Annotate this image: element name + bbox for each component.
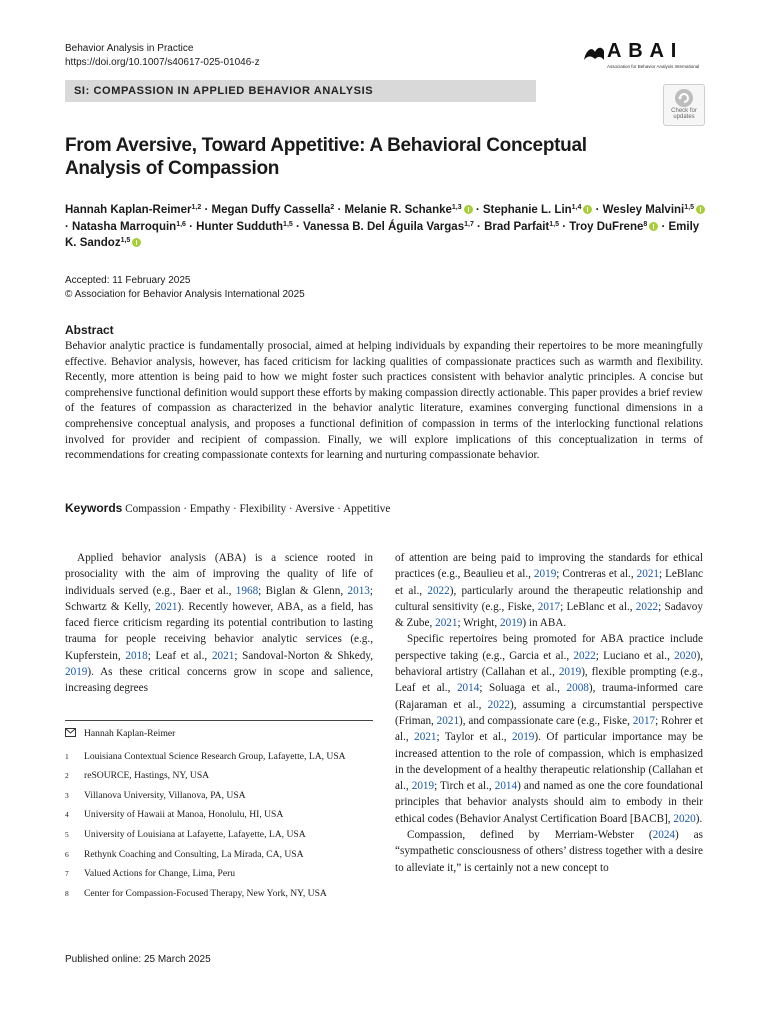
affiliation-row <box>65 751 373 764</box>
affiliation-number: 5 <box>65 829 69 839</box>
affiliation-text: reSOURCE, Hastings, NY, USA <box>84 770 210 782</box>
author-affiliation-marker: 1,3 <box>451 204 462 211</box>
body-text: Applied behavior analysis (ABA) is a science rooted in prosociality with the aim of improving the quality of life of individuals served (e.g., Baer et al., <box>65 552 373 597</box>
body-text: ; Luciano et al., <box>595 649 675 662</box>
body-text: ). Recently however, ABA, as a field, has faced fierce criticism regarding its potential contribution to lasting trauma for people receiving behavior analytic services (e.g., Kupferstein, <box>65 600 373 662</box>
body-text: ), flexible prompting (e.g., Leaf et al., <box>395 666 703 695</box>
envelope-icon <box>65 728 84 742</box>
citation-link[interactable]: 2017 <box>537 600 561 613</box>
citation-link[interactable]: 2013 <box>347 584 370 597</box>
abai-logo <box>583 40 703 74</box>
body-text: ; Taylor et al., <box>436 731 513 744</box>
author-affiliation-marker: 2 <box>330 204 335 211</box>
body-text: ), behavioral artistry (Callahan et al., <box>395 649 703 679</box>
affiliation-row <box>65 849 373 862</box>
check-updates-line2: updates <box>673 114 695 120</box>
citation-link[interactable]: 2019 <box>512 731 535 744</box>
affiliation-number: 4 <box>65 810 69 820</box>
citation-link[interactable]: 2019 <box>411 780 435 793</box>
author-name[interactable]: Melanie R. Schanke <box>344 204 452 216</box>
body-text: ; Contreras et al., <box>556 568 637 581</box>
author-separator: · <box>559 220 570 233</box>
author-name[interactable]: Natasha Marroquin <box>72 220 177 233</box>
author-separator: · <box>201 204 212 216</box>
body-text: ; Biglan & Glenn, <box>258 584 348 597</box>
author-affiliation-marker: 1,6 <box>176 220 186 228</box>
affiliation-text: Villanova University, Villanova, PA, USA <box>84 789 246 801</box>
affiliation-text: University of Louisiana at Lafayette, Lafayette, LA, USA <box>84 828 306 840</box>
citation-link[interactable]: 1968 <box>235 584 259 597</box>
citation-link[interactable]: 2019 <box>500 617 523 630</box>
body-right-column <box>395 550 703 876</box>
citation-link[interactable]: 2022 <box>635 600 659 613</box>
citation-link[interactable]: 2021 <box>155 600 178 613</box>
copyright-line: © Association for Behavior Analysis International 2025 <box>65 288 305 300</box>
author-separator: · <box>472 204 483 216</box>
check-updates-line1: Check for <box>671 108 697 114</box>
body-left-column <box>65 550 373 697</box>
affiliation-row <box>65 868 373 881</box>
accepted-date: Accepted: 11 February 2025 <box>65 275 191 286</box>
author-separator: · <box>473 220 485 233</box>
citation-link[interactable]: 2022 <box>487 698 510 711</box>
author-name[interactable]: Emily K. Sandoz <box>65 220 700 249</box>
body-text: Specific repertoires being promoted for ABA practice include perspective taking (e.g., Garcia et al., <box>395 633 703 662</box>
citation-link[interactable]: 2021 <box>435 617 458 630</box>
author-separator: · <box>658 220 669 233</box>
published-online: Published online: 25 March 2025 <box>65 954 211 965</box>
journal-name: Behavior Analysis in Practice <box>65 43 194 54</box>
author-separator: · <box>185 220 197 233</box>
body-paragraph <box>395 550 703 631</box>
author-affiliation-marker: 1,7 <box>464 220 474 228</box>
author-affiliation-marker: 8 <box>643 220 648 228</box>
body-text: ). As these critical concerns grow in scope and salience, increasing degrees <box>65 666 373 695</box>
author-name[interactable]: Troy DuFrene <box>569 220 644 233</box>
citation-link[interactable]: 2024 <box>652 829 675 842</box>
author-name[interactable]: Wesley Malvini <box>602 204 685 216</box>
correspondence-row <box>65 728 373 742</box>
affiliation-number: 1 <box>65 751 69 761</box>
body-text: ), and compassionate care (e.g., Fiske, <box>459 714 633 727</box>
affiliation-list <box>65 751 373 901</box>
abstract-text: Behavior analytic practice is fundamentally prosocial, aimed at helping individuals by expanding their repertoires to be more meaningfully effective. Behavior analysis, however, has faced criticism for lacking qualities of compassionate practices such as warmth and flexibility. Recently, more attention is being paid to how we might foster such practices consistent with behavior analytic principles. A concise but comprehensive functional definition would support these efforts by making compassion directly actionable. This paper provides a brief review of the features of compassion as characterized in the behavior analytic literature, examines converging functional dimensions in a comprehensive conceptual analysis, and proposes a functional definition of compassion in terms of the interlocking functional relations involved for provider and recipient of compassion. Finally, we will explore implications of this conceptualization in terms of recommendations for creating compassionate contexts for learning and nurturing compassionate behavior. <box>65 340 703 462</box>
affiliation-text: Valued Actions for Change, Lima, Peru <box>84 868 236 880</box>
affiliation-text: University of Hawaii at Manoa, Honolulu, HI, USA <box>84 809 284 821</box>
affiliation-number: 7 <box>65 869 69 879</box>
citation-link[interactable]: 2021 <box>211 649 235 662</box>
abai-letters: A B A I <box>607 40 678 62</box>
body-paragraph <box>395 827 703 876</box>
affiliation-text: Rethynk Coaching and Consulting, La Mirada, CA, USA <box>84 848 304 860</box>
article-title: From Aversive, Toward Appetitive: A Behavioral Conceptual Analysis of Compassion <box>65 135 587 179</box>
author-name[interactable]: Hannah Kaplan-Reimer <box>65 204 192 216</box>
body-text: ; Leaf et al., <box>147 649 212 662</box>
refresh-badge-icon <box>674 88 694 108</box>
body-text: ) and named as one the core foundational principles that behavior analysts should aim to embody in their ethical codes (Behavior Analyst Certification Board [BACB], <box>395 780 704 825</box>
citation-link[interactable]: 2022 <box>573 649 596 662</box>
body-text: ), trauma-informed care (Rajaraman et al., <box>395 682 703 711</box>
author-affiliation-marker: 1,5 <box>684 204 694 211</box>
affiliation-number: 6 <box>65 849 69 859</box>
keywords-label: Keywords <box>65 501 123 515</box>
author-affiliation-marker: 1,5 <box>549 220 559 228</box>
orcid-icon[interactable] <box>696 205 705 214</box>
body-text: ; Wright, <box>457 617 501 630</box>
footnote-divider <box>65 720 373 721</box>
body-text: ), assuming a circumstantial perspective (Friman, <box>395 698 703 727</box>
author-separator: · <box>592 204 603 216</box>
body-text: Compassion, defined by Merriam-Webster ( <box>407 829 653 842</box>
affiliation-row <box>65 809 373 822</box>
citation-link[interactable]: 2019 <box>558 666 582 679</box>
correspondence-author[interactable]: Hannah Kaplan-Reimer <box>84 728 176 739</box>
body-text: ) as “sympathetic consciousness of others’ distress together with a desire to alleviate it,” is certainly not a new concept to <box>395 829 703 874</box>
citation-link[interactable]: 2017 <box>632 714 656 727</box>
keywords-list: Compassion · Empathy · Flexibility · Aversive · Appetitive <box>125 503 391 515</box>
citation-link[interactable]: 2021 <box>436 714 460 727</box>
body-text: ). <box>695 812 703 825</box>
body-text: ; Sandoval-Norton & Shkedy, <box>234 649 373 662</box>
affiliation-row <box>65 829 373 842</box>
citation-link[interactable]: 2020 <box>674 649 697 662</box>
abstract-heading: Abstract <box>65 323 114 337</box>
body-text: ; Schwartz & Kelly, <box>65 584 373 613</box>
body-text: ; LeBlanc et al., <box>395 568 703 597</box>
citation-link[interactable]: 2021 <box>414 731 437 744</box>
author-name[interactable]: Brad Parfait <box>484 220 550 233</box>
author-affiliation-marker: 1,5 <box>120 237 131 244</box>
body-paragraph <box>395 631 703 827</box>
body-text: ) in ABA. <box>522 617 567 630</box>
abai-mark-icon <box>583 44 605 62</box>
affiliation-text: Center for Compassion-Focused Therapy, New York, NY, USA <box>84 887 327 899</box>
doi-link[interactable]: https://doi.org/10.1007/s40617-025-01046-z <box>65 57 260 68</box>
author-name[interactable]: Stephanie L. Lin <box>482 204 572 216</box>
citation-link[interactable]: 2014 <box>494 780 518 793</box>
orcid-icon[interactable] <box>132 238 141 247</box>
body-text: ; Rohrer et al., <box>395 714 704 744</box>
affiliation-row <box>65 790 373 803</box>
body-text: ; Soluaga et al., <box>479 682 567 695</box>
affiliation-row <box>65 888 373 901</box>
citation-link[interactable]: 2018 <box>125 649 148 662</box>
keywords-line <box>65 501 390 517</box>
affiliation-number: 3 <box>65 790 69 800</box>
article-dates <box>65 274 305 301</box>
author-name[interactable]: Hunter Sudduth <box>196 220 284 233</box>
citation-link[interactable]: 2020 <box>673 812 696 825</box>
body-text: of attention are being paid to improving the standards for ethical practices (e.g., Beaulieu et al., <box>395 552 703 581</box>
author-separator: · <box>292 220 304 233</box>
citation-link[interactable]: 2019 <box>533 568 557 581</box>
author-name[interactable]: Vanessa B. Del Águila Vargas <box>303 220 465 233</box>
abai-subtitle: Association for Behavior Analysis International <box>607 64 700 69</box>
body-paragraph <box>65 550 373 697</box>
body-text: ), particularly around the therapeutic relationship and cultural sensitivity (e.g., Fiske, <box>395 584 703 613</box>
author-affiliation-marker: 1,4 <box>571 204 582 211</box>
special-issue-banner: SI: COMPASSION IN APPLIED BEHAVIOR ANALYSIS <box>65 80 536 102</box>
body-text: ). Of particular importance may be increased attention to the role of compassion, which is emphasized in the development of a healthy therapeutic relationship (Callahan et al., <box>395 731 703 793</box>
body-text: ; Sadavoy & Zube, <box>395 600 703 630</box>
author-list <box>65 202 705 252</box>
author-name[interactable]: Megan Duffy Cassella <box>211 204 331 216</box>
body-text: ; Tirch et al., <box>434 780 495 793</box>
affiliation-row <box>65 770 373 783</box>
author-affiliation-marker: 1,2 <box>191 204 202 211</box>
affiliation-text: Louisiana Contextual Science Research Group, Lafayette, LA, USA <box>84 750 346 762</box>
footnotes <box>65 728 373 907</box>
journal-header <box>65 42 260 70</box>
orcid-icon[interactable] <box>649 222 658 231</box>
author-separator: · <box>334 204 345 216</box>
affiliation-number: 8 <box>65 888 69 898</box>
citation-link[interactable]: 2022 <box>427 584 450 597</box>
author-affiliation-marker: 1,5 <box>283 220 293 228</box>
citation-link[interactable]: 2019 <box>65 666 88 679</box>
citation-link[interactable]: 2014 <box>456 682 480 695</box>
citation-link[interactable]: 2008 <box>566 682 589 695</box>
body-text: ; LeBlanc et al., <box>560 600 636 613</box>
orcid-icon[interactable] <box>464 205 473 214</box>
citation-link[interactable]: 2021 <box>636 568 659 581</box>
author-separator: · <box>65 220 73 233</box>
check-for-updates-badge[interactable] <box>663 84 705 126</box>
affiliation-number: 2 <box>65 771 69 781</box>
